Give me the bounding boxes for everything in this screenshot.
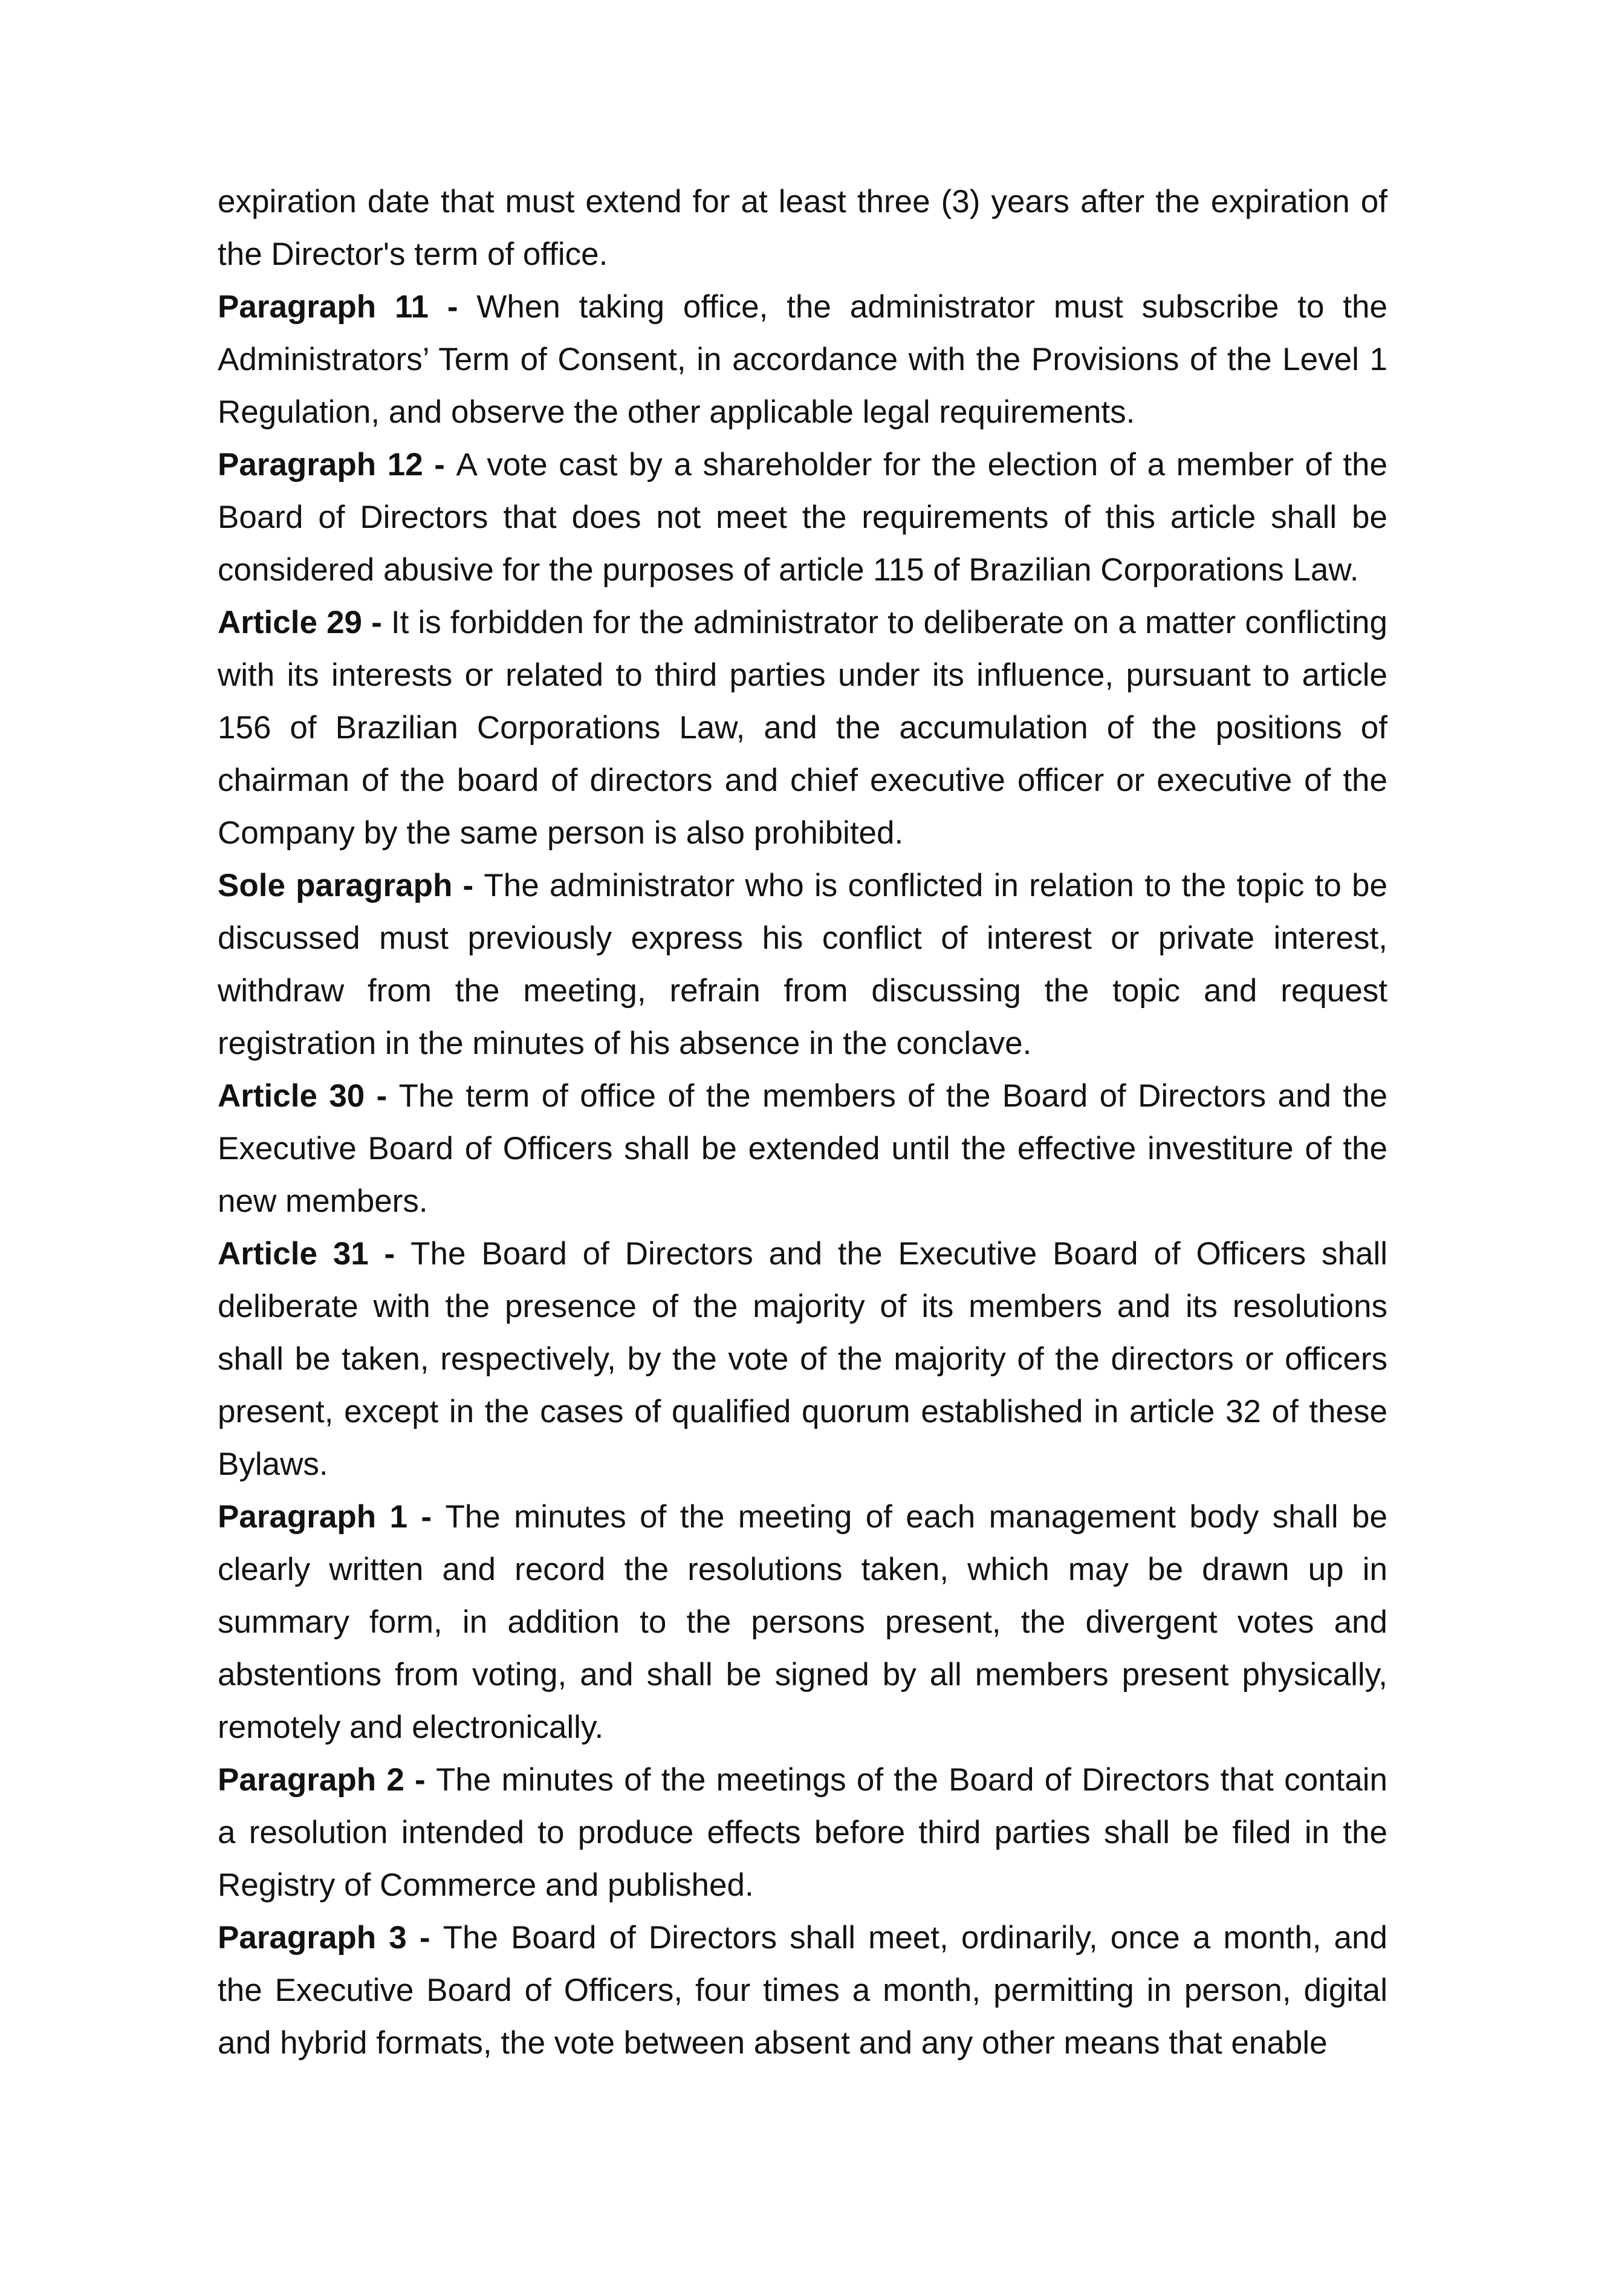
paragraph-text: expiration date that must extend for at least three (3) years after the expiration of the Director's term of office. (218, 184, 1387, 272)
article-heading: Article 29 - (218, 605, 391, 640)
article-text: The term of office of the members of the Board of Directors and the Executive Board of Officers shall be extended until the effective investiture of the new members. (218, 1078, 1387, 1219)
paragraph-12 (218, 438, 1387, 596)
article-29 (218, 596, 1387, 859)
article-text: The Board of Directors and the Executive Board of Officers shall deliberate with the presence of the majority of its members and its resolutions shall be taken, respectively, by the vote of the majority of the directors or officers present, except in the cases of qualified quorum established in article 32 of these Bylaws. (218, 1236, 1387, 1482)
article-heading: Article 31 - (218, 1236, 411, 1272)
paragraph-text: A vote cast by a shareholder for the election of a member of the Board of Directors that does not meet the requirements of this article shall be considered abusive for the purposes of article 115 of Brazilian Corporations Law. (218, 447, 1387, 588)
article-31 (218, 1228, 1387, 1491)
paragraph-1 (218, 1491, 1387, 1754)
paragraph-text: The administrator who is conflicted in relation to the topic to be discussed must previously express his conflict of interest or private interest, withdraw from the meeting, refrain from discussing the topic and request registration in the minutes of his absence in the conclave. (218, 868, 1387, 1061)
paragraph-11 (218, 281, 1387, 438)
paragraph-heading: Sole paragraph - (218, 868, 484, 903)
paragraph-text: The minutes of the meeting of each management body shall be clearly written and record the resolutions taken, which may be drawn up in summary form, in addition to the persons present, the divergent votes and abstentions from voting, and shall be signed by all members present physically, remotely and electronically. (218, 1499, 1387, 1745)
paragraph-heading: Paragraph 2 - (218, 1762, 436, 1798)
article-text: It is forbidden for the administrator to deliberate on a matter conflicting with its interests or related to third parties under its influence, pursuant to article 156 of Brazilian Corporations Law, and the accumulation of the positions of chairman of the board of directors and chief executive officer or executive of the Company by the same person is also prohibited. (218, 605, 1387, 851)
article-30 (218, 1070, 1387, 1228)
paragraph-continuation (218, 175, 1387, 281)
paragraph-2 (218, 1754, 1387, 1911)
paragraph-text: The minutes of the meetings of the Board of Directors that contain a resolution intended to produce effects before third parties shall be filed in the Registry of Commerce and published. (218, 1762, 1387, 1903)
paragraph-heading: Paragraph 12 - (218, 447, 456, 483)
paragraph-text: The Board of Directors shall meet, ordinarily, once a month, and the Executive Board of Officers, four times a month, permitting in person, digital and hybrid formats, the vote between absent and any other means that enable (218, 1920, 1387, 2061)
paragraph-heading: Paragraph 3 - (218, 1920, 443, 1956)
document-body (218, 175, 1387, 2069)
paragraph-text: When taking office, the administrator must subscribe to the Administrators’ Term of Consent, in accordance with the Provisions of the Level 1 Regulation, and observe the other applicable legal requirements. (218, 289, 1387, 430)
paragraph-heading: Paragraph 1 - (218, 1499, 446, 1535)
sole-paragraph (218, 859, 1387, 1070)
article-heading: Article 30 - (218, 1078, 399, 1114)
paragraph-heading: Paragraph 11 - (218, 289, 477, 325)
paragraph-3 (218, 1911, 1387, 2069)
